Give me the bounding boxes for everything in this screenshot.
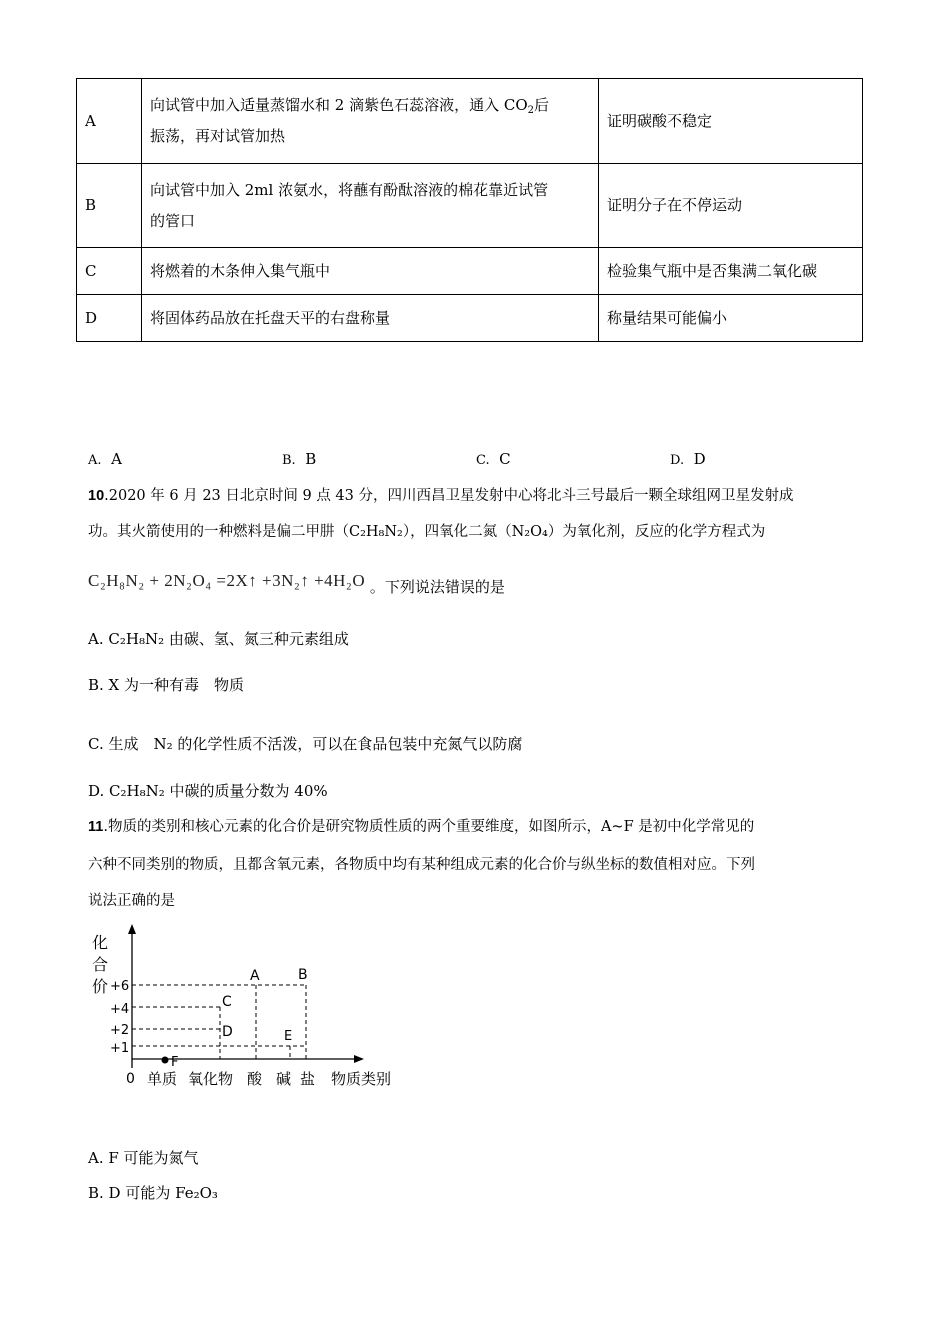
row-label: D: [77, 295, 142, 342]
q11-option-b[interactable]: B. D 可能为 Fe₂O₃: [88, 1184, 218, 1202]
operation-cell: 将固体药品放在托盘天平的右盘称量: [142, 295, 599, 342]
point-label-d: D: [222, 1024, 233, 1040]
y-title-char: 价: [92, 977, 109, 996]
subscript: 2: [527, 105, 534, 116]
question-number: 11: [88, 819, 104, 835]
choice-prefix: B.: [282, 453, 296, 468]
table-row: [77, 164, 863, 248]
q10-option-c[interactable]: C. 生成 N₂ 的化学性质不活泼，可以在食品包装中充氮气以防腐: [88, 735, 523, 753]
point-label-a: A: [250, 968, 260, 984]
purpose-cell: 证明碳酸不稳定: [599, 79, 863, 164]
y-title-char: 合: [92, 955, 109, 974]
guide-lines: [132, 985, 306, 1059]
q10-stem-line2: 功。其火箭使用的一种燃料是偏二甲肼（C₂H₈N₂），四氧化二氮（N₂O₄）为氧化剂，反应的化学方程式为: [88, 524, 766, 540]
point-f-marker: [162, 1057, 169, 1064]
row-label: C: [77, 248, 142, 295]
x-category-label: 单质: [147, 1070, 178, 1088]
choice-value: A: [111, 450, 122, 468]
x-axis-title: 物质类别: [331, 1070, 392, 1088]
stem-text: .物质的类别和核心元素的化合价是研究物质性质的两个重要维度，如图所示，A~F 是初中化学常见的: [103, 819, 755, 835]
q10-equation-line: [88, 570, 505, 596]
point-label-f: F: [171, 1055, 179, 1070]
operation-text: 向试管中加入 2ml 浓氨水，将蘸有酚酞溶液的棉花靠近试管: [150, 180, 549, 199]
q9-choice-b[interactable]: [282, 450, 316, 468]
operation-cell: [142, 164, 599, 248]
stem-text: .2020 年 6 月 23 日北京时间 9 点 43 分，四川西昌卫星发射中心将北斗三号最后一颗全球组网卫星发射成: [104, 488, 794, 504]
q11-stem-line3: 说法正确的是: [88, 893, 175, 909]
operation-text: 向试管中加入适量蒸馏水和 2 滴紫色石蕊溶液，通入 CO: [150, 96, 528, 114]
x-category-label: 盐: [300, 1070, 316, 1088]
experiment-table: [76, 78, 863, 342]
row-label: B: [77, 164, 142, 248]
q11-stem-line2: 六种不同类别的物质，且都含氧元素，各物质中均有某种组成元素的化合价与纵坐标的数值相对应。下列: [88, 857, 755, 873]
operation-cell: 将燃着的木条伸入集气瓶中: [142, 248, 599, 295]
equation-tail: 。下列说法错误的是: [369, 578, 505, 596]
point-label-b: B: [298, 967, 308, 983]
y-tick-label: +4: [110, 1002, 130, 1017]
valence-category-diagram: [84, 920, 414, 1095]
x-category-label: 酸: [247, 1070, 263, 1088]
table-row: [77, 79, 863, 164]
operation-text: 的管口: [150, 211, 196, 230]
y-tick-label: +2: [110, 1023, 130, 1038]
chemical-equation: C₂H₈N₂ + 2N₂O₄ =2X↑ +3N₂↑ +4H₂O: [88, 571, 366, 590]
purpose-cell: 称量结果可能偏小: [599, 295, 863, 342]
table-row: [77, 248, 863, 295]
choice-value: C: [499, 450, 511, 468]
q9-choice-a[interactable]: [88, 450, 122, 468]
q10-option-b[interactable]: B. X 为一种有毒 物质: [88, 676, 245, 694]
y-tick-label: +1: [110, 1041, 130, 1056]
q10-option-d[interactable]: D. C₂H₈N₂ 中碳的质量分数为 40%: [88, 782, 328, 800]
choice-prefix: A.: [88, 453, 102, 468]
operation-text: 后: [534, 96, 550, 114]
question-number: 10: [88, 488, 105, 504]
origin-label: 0: [126, 1071, 135, 1087]
y-axis-arrow: [128, 924, 136, 934]
x-axis-arrow: [354, 1055, 364, 1063]
choice-value: B: [305, 450, 317, 468]
row-label: A: [77, 79, 142, 164]
purpose-cell: 检验集气瓶中是否集满二氧化碳: [599, 248, 863, 295]
y-title-char: 化: [92, 933, 109, 952]
q11-option-a[interactable]: A. F 可能为氮气: [88, 1149, 199, 1167]
operation-cell: [142, 79, 599, 164]
q10-stem-line1: [88, 484, 793, 505]
x-category-label: 氧化物: [188, 1070, 234, 1088]
operation-text: 振荡，再对试管加热: [150, 127, 286, 145]
q9-choice-c[interactable]: [476, 450, 511, 468]
purpose-cell: 证明分子在不停运动: [599, 164, 863, 248]
choice-prefix: D.: [670, 453, 685, 468]
choice-prefix: C.: [476, 453, 490, 468]
point-label-c: C: [222, 994, 232, 1010]
point-label-e: E: [284, 1029, 293, 1044]
choice-value: D: [693, 450, 706, 468]
q10-option-a[interactable]: A. C₂H₈N₂ 由碳、氢、氮三种元素组成: [88, 630, 349, 648]
q9-choice-d[interactable]: [670, 450, 706, 468]
q11-stem-line1: [88, 815, 754, 836]
table-row: [77, 295, 863, 342]
x-category-label: 碱: [276, 1070, 292, 1088]
y-tick-label: +6: [110, 979, 130, 994]
